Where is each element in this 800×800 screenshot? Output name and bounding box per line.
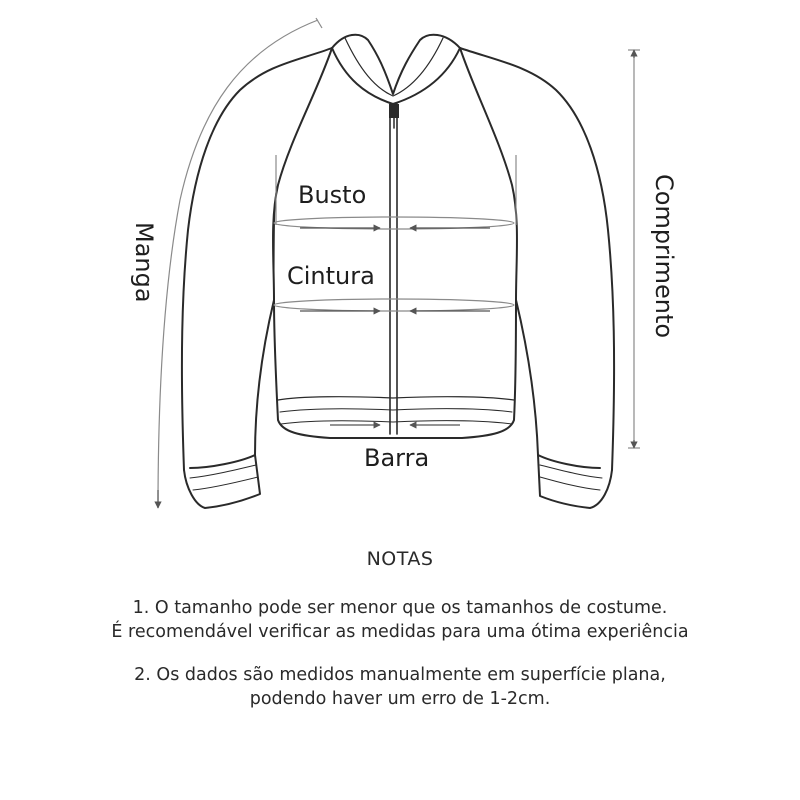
length-label: Comprimento: [650, 174, 678, 339]
note-2-line-1: 2. Os dados são medidos manualmente em superfície plana,: [134, 665, 666, 685]
waist-band: [274, 299, 514, 311]
note-1-line-2: É recomendável verificar as medidas para uma ótima experiência: [111, 622, 689, 642]
bust-label: Busto: [298, 181, 367, 209]
measurement-arrows: [158, 50, 634, 508]
notes-title: NOTAS: [366, 548, 434, 570]
note-1-line-1: 1. O tamanho pode ser menor que os tamanhos de costume.: [132, 598, 668, 618]
waist-label: Cintura: [287, 262, 375, 290]
measurement-lines: [158, 18, 640, 508]
bust-band: [274, 217, 514, 229]
note-1: [0, 596, 800, 644]
jacket-outline: [182, 35, 614, 508]
hem-label: Barra: [364, 444, 430, 472]
note-2-line-2: podendo haver um erro de 1-2cm.: [249, 689, 551, 709]
note-2: [0, 663, 800, 711]
sleeve-label: Manga: [130, 222, 158, 303]
